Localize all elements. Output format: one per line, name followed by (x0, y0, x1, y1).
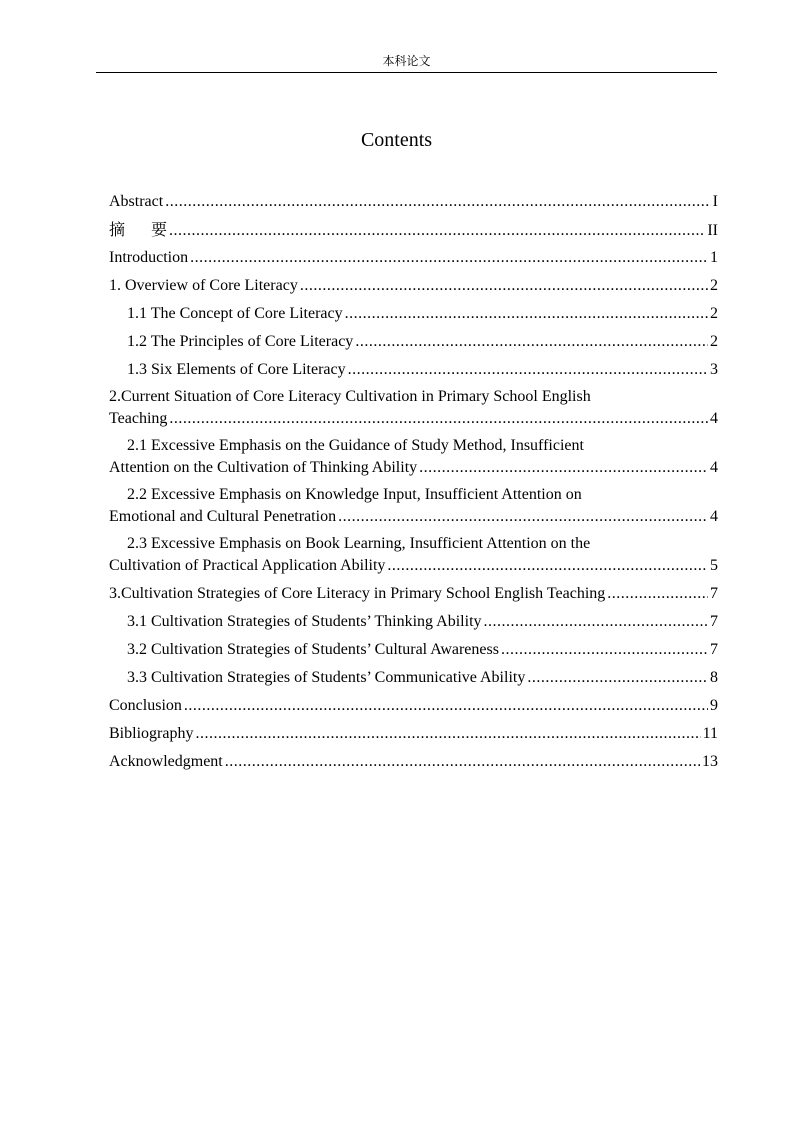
toc-leader (190, 246, 708, 270)
toc-leader (527, 666, 708, 690)
toc-label: 3.1 Cultivation Strategies of Students’ Thinking Ability (127, 613, 482, 630)
toc-page-number: 3 (710, 361, 718, 378)
toc-leader (501, 638, 708, 662)
toc-entry-zhaiyao[interactable] (109, 218, 718, 246)
toc-leader (300, 274, 708, 298)
toc-label-continued: Emotional and Cultural Penetration (109, 508, 337, 525)
toc-label: Introduction (109, 249, 189, 266)
toc-entry-abstract[interactable] (109, 190, 718, 218)
toc-entry-conclusion[interactable] (109, 694, 718, 722)
toc-label: 3.3 Cultivation Strategies of Students’ Communicative Ability (127, 669, 526, 686)
toc-page-number: 7 (710, 585, 718, 602)
toc-page-number: 11 (702, 725, 718, 742)
toc-label: 1.2 The Principles of Core Literacy (127, 333, 354, 350)
toc-entry-section-3-3[interactable] (109, 666, 718, 694)
toc-entry-section-2[interactable] (109, 386, 718, 435)
toc-page-number: 2 (710, 277, 718, 294)
toc-page-number: 7 (710, 613, 718, 630)
page-title: Contents (360, 129, 433, 151)
toc-leader (195, 722, 700, 746)
toc-label: 3.Cultivation Strategies of Core Literacy in Primary School English Teaching (109, 585, 606, 602)
toc-page-number: 8 (710, 669, 718, 686)
toc-leader (338, 505, 708, 529)
toc-leader (484, 610, 708, 634)
toc-entry-section-2-3[interactable] (109, 533, 718, 582)
toc-leader (169, 407, 708, 431)
toc-entry-section-2-1[interactable] (109, 435, 718, 484)
toc-page-number: 4 (710, 410, 718, 427)
toc-page-number: 2 (710, 333, 718, 350)
toc-label: Abstract (109, 193, 164, 210)
toc-label: Acknowledgment (109, 753, 223, 770)
toc-leader (348, 358, 708, 382)
toc-label-continued: Attention on the Cultivation of Thinking Ability (109, 459, 418, 476)
toc-entry-section-1-3[interactable] (109, 358, 718, 386)
toc-entry-acknowledgment[interactable] (109, 750, 718, 778)
toc-entry-section-3-1[interactable] (109, 610, 718, 638)
toc-page-number: 4 (710, 459, 718, 476)
toc-page-number: 5 (710, 557, 718, 574)
toc-page-number: 1 (710, 249, 718, 266)
toc-label: 3.2 Cultivation Strategies of Students’ Cultural Awareness (127, 641, 499, 658)
toc-label: 摘 要 (109, 220, 168, 239)
toc-leader (607, 582, 708, 606)
toc-label: 1.1 The Concept of Core Literacy (127, 305, 343, 322)
toc-label: 2.1 Excessive Emphasis on the Guidance of Study Method, Insufficient (127, 437, 584, 454)
toc-page-number: 2 (710, 305, 718, 322)
toc-label: 2.Current Situation of Core Literacy Cultivation in Primary School English (109, 388, 591, 405)
toc-leader (225, 750, 700, 774)
toc-page-number: 9 (710, 697, 718, 714)
table-of-contents (109, 190, 718, 778)
toc-leader (165, 190, 710, 214)
toc-entry-section-3-2[interactable] (109, 638, 718, 666)
toc-page-number: 13 (702, 753, 718, 770)
toc-entry-section-1[interactable] (109, 274, 718, 302)
toc-label: Conclusion (109, 697, 182, 714)
toc-page-number: II (707, 222, 718, 239)
toc-label-continued: Teaching (109, 410, 168, 427)
toc-page-number: 7 (710, 641, 718, 658)
toc-leader (419, 456, 708, 480)
toc-leader (355, 330, 708, 354)
toc-entry-bibliography[interactable] (109, 722, 718, 750)
toc-leader (387, 554, 708, 578)
toc-entry-section-3[interactable] (109, 582, 718, 610)
toc-entry-section-1-1[interactable] (109, 302, 718, 330)
toc-label: 2.3 Excessive Emphasis on Book Learning, Insufficient Attention on the (127, 535, 591, 552)
toc-label-continued: Cultivation of Practical Application Ability (109, 557, 386, 574)
toc-label: 1. Overview of Core Literacy (109, 277, 298, 294)
toc-entry-introduction[interactable] (109, 246, 718, 274)
toc-entry-section-2-2[interactable] (109, 484, 718, 533)
page-header: 本科论文 (96, 54, 717, 73)
toc-page-number: 4 (710, 508, 718, 525)
toc-label: 2.2 Excessive Emphasis on Knowledge Input, Insufficient Attention on (127, 486, 582, 503)
toc-page-number: I (712, 193, 718, 210)
toc-leader (184, 694, 708, 718)
toc-label: Bibliography (109, 725, 194, 742)
toc-entry-section-1-2[interactable] (109, 330, 718, 358)
toc-leader (169, 219, 705, 243)
toc-leader (345, 302, 708, 326)
toc-label: 1.3 Six Elements of Core Literacy (127, 361, 346, 378)
